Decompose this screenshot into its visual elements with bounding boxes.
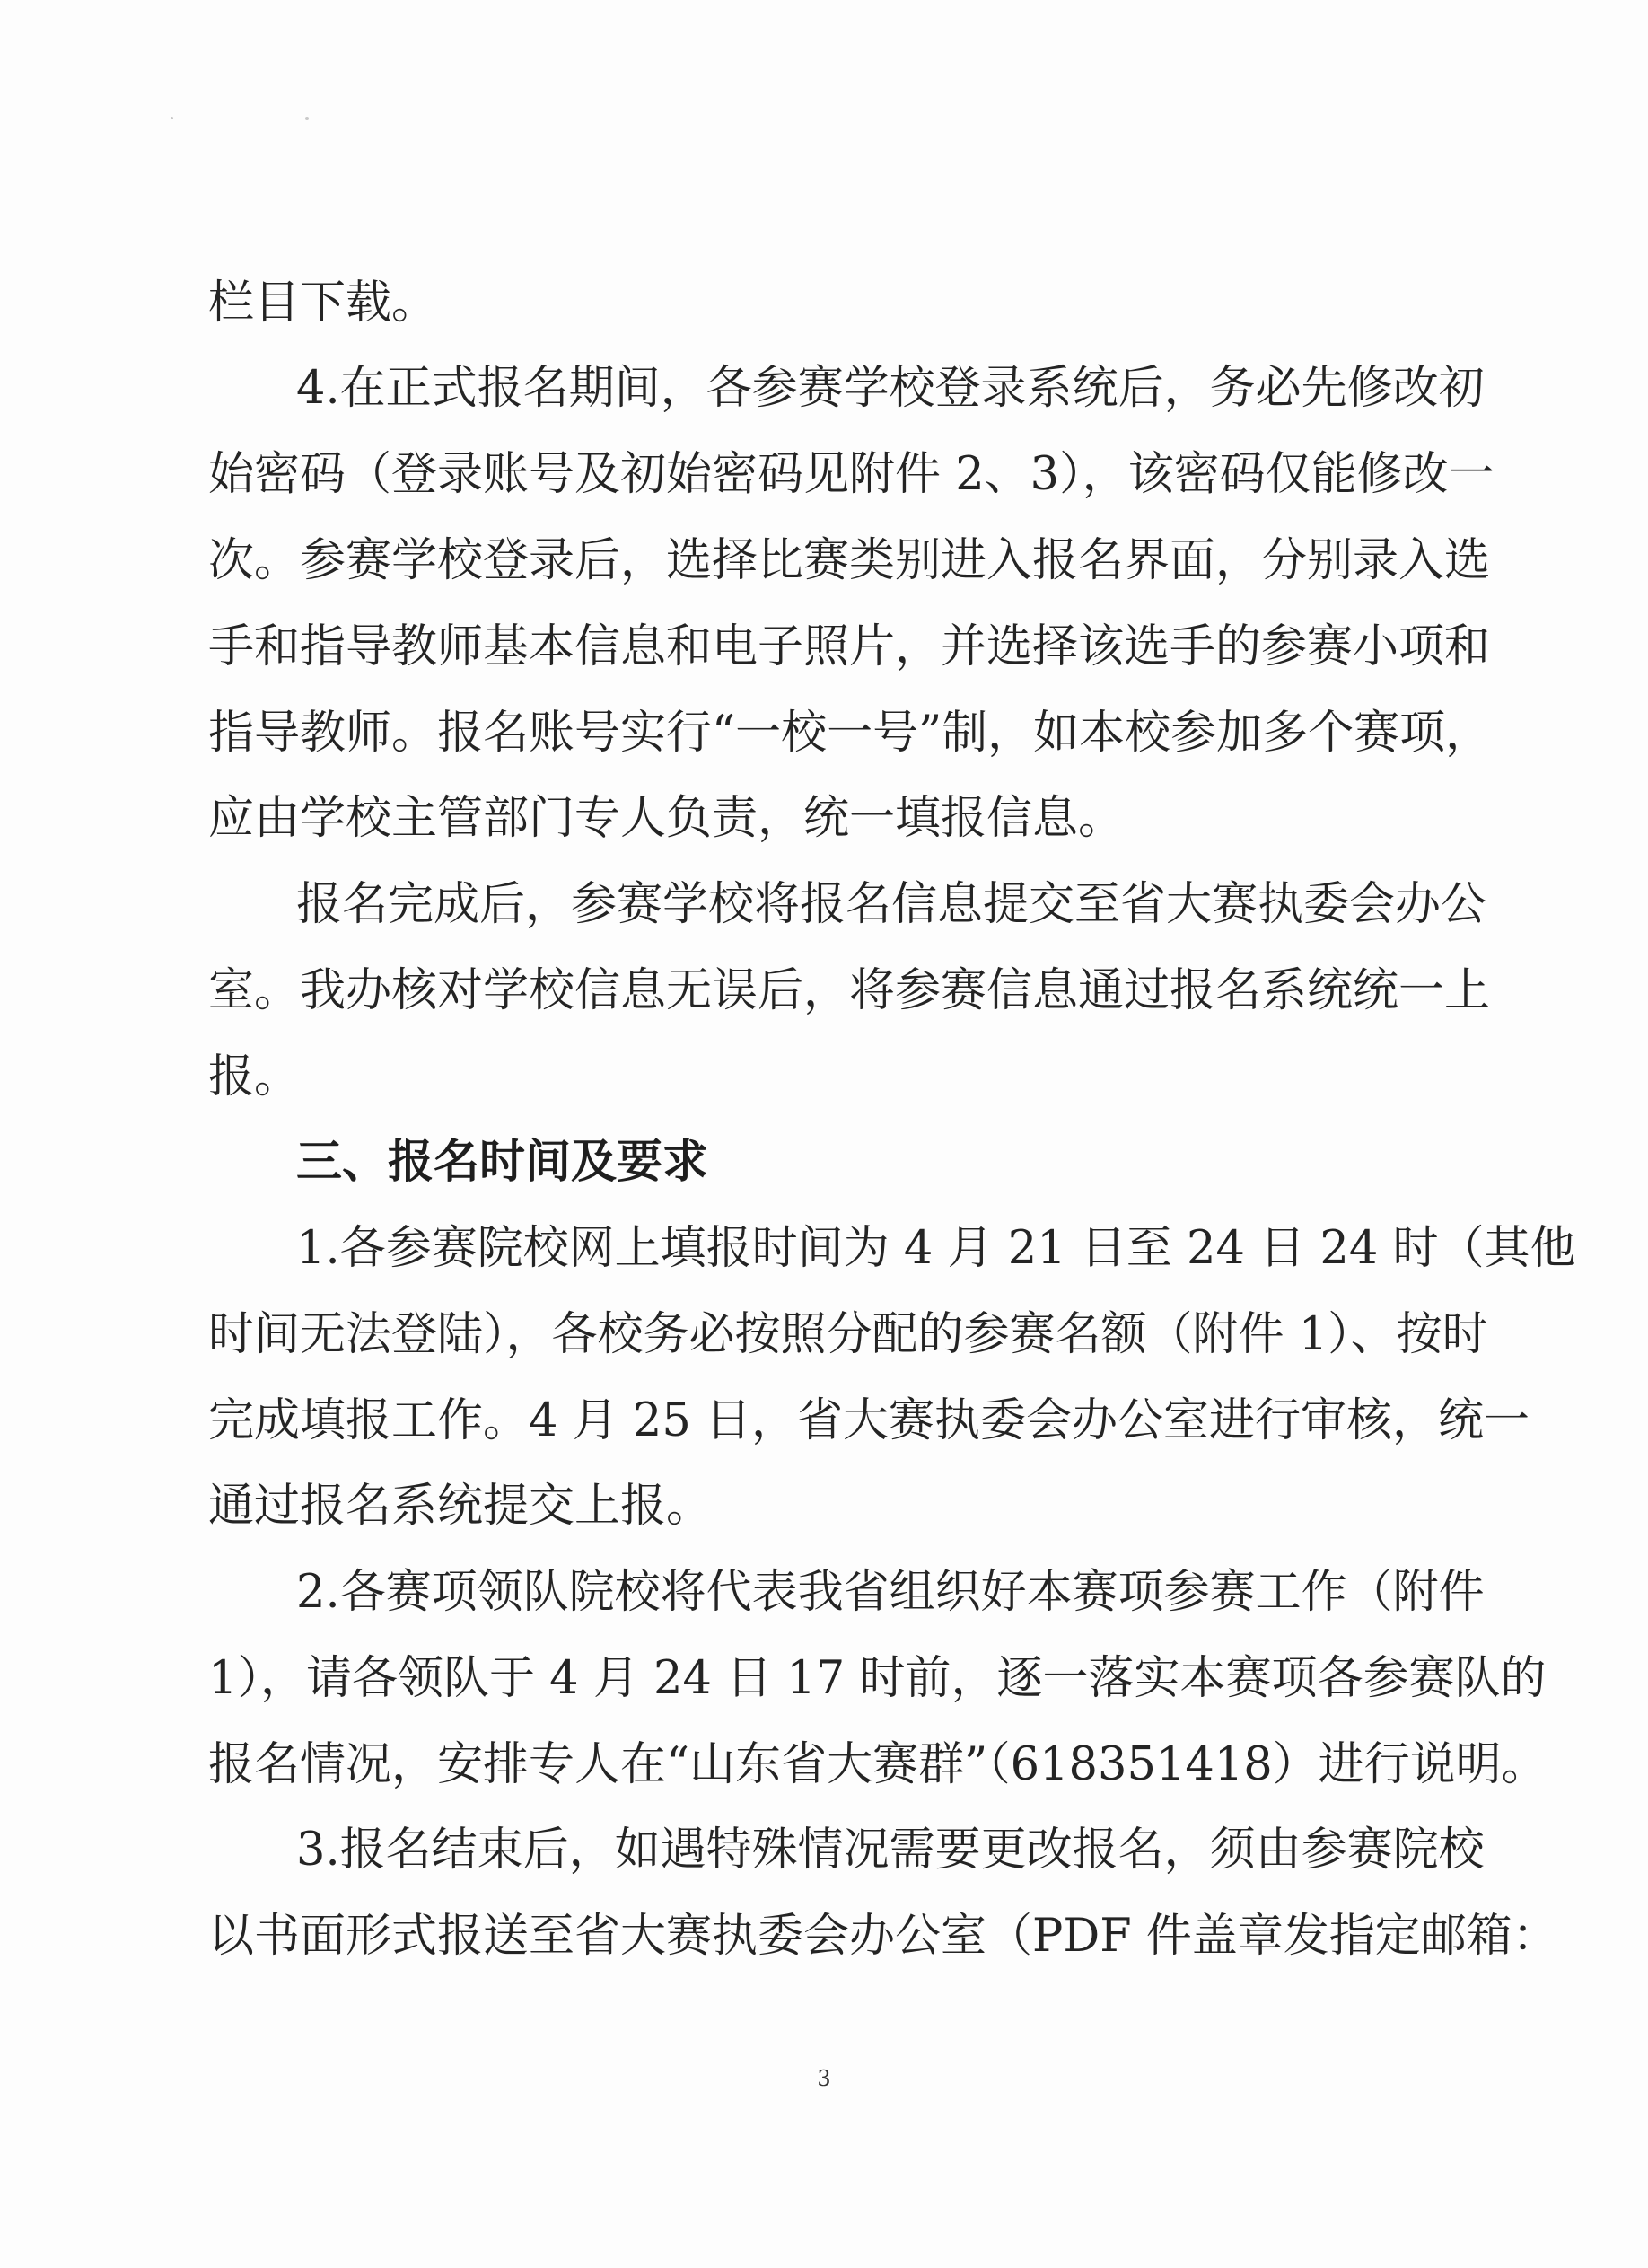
paragraph-line: 1.各参赛院校网上填报时间为 4 月 21 日至 24 日 24 时（其他	[296, 1222, 1576, 1275]
page-number: 3	[817, 2066, 831, 2091]
paragraph-line: 始密码（登录账号及初始密码见附件 2、3），该密码仅能修改一	[208, 448, 1495, 501]
paragraph-line: 栏目下载。	[208, 277, 438, 330]
paragraph-line: 完成填报工作。4 月 25 日，省大赛执委会办公室进行审核，统一	[208, 1394, 1530, 1447]
scan-speck	[171, 117, 173, 119]
paragraph-line: 1），请各领队于 4 月 24 日 17 时前，逐一落实本赛项各参赛队的	[208, 1652, 1547, 1705]
paragraph-line: 时间无法登陆），各校务必按照分配的参赛名额（附件 1）、按时	[208, 1308, 1488, 1361]
paragraph-line: 2.各赛项领队院校将代表我省组织好本赛项参赛工作（附件	[296, 1566, 1485, 1619]
section-heading: 三、报名时间及要求	[296, 1136, 709, 1189]
paragraph-line: 报。	[208, 1050, 301, 1103]
paragraph-line: 以书面形式报送至省大赛执委会办公室（PDF 件盖章发指定邮箱：	[208, 1910, 1558, 1963]
paragraph-line: 通过报名系统提交上报。	[208, 1480, 713, 1533]
paragraph-line: 手和指导教师基本信息和电子照片，并选择该选手的参赛小项和	[208, 620, 1491, 673]
paragraph-line: 次。参赛学校登录后，选择比赛类别进入报名界面，分别录入选	[208, 534, 1491, 587]
paragraph-line: 指导教师。报名账号实行“一校一号”制，如本校参加多个赛项，	[208, 707, 1492, 760]
paragraph-line: 3.报名结束后，如遇特殊情况需要更改报名，须由参赛院校	[296, 1824, 1485, 1877]
paragraph-line: 4.在正式报名期间，各参赛学校登录系统后，务必先修改初	[296, 362, 1485, 415]
paragraph-line: 报名情况，安排专人在“山东省大赛群”（618351418）进行说明。	[208, 1738, 1547, 1791]
paragraph-line: 室。我办核对学校信息无误后，将参赛信息通过报名系统统一上	[208, 964, 1491, 1017]
paragraph-line: 应由学校主管部门专人负责，统一填报信息。	[208, 792, 1125, 845]
paragraph-line: 报名完成后，参赛学校将报名信息提交至省大赛执委会办公	[296, 878, 1487, 931]
scan-speck	[305, 117, 309, 120]
